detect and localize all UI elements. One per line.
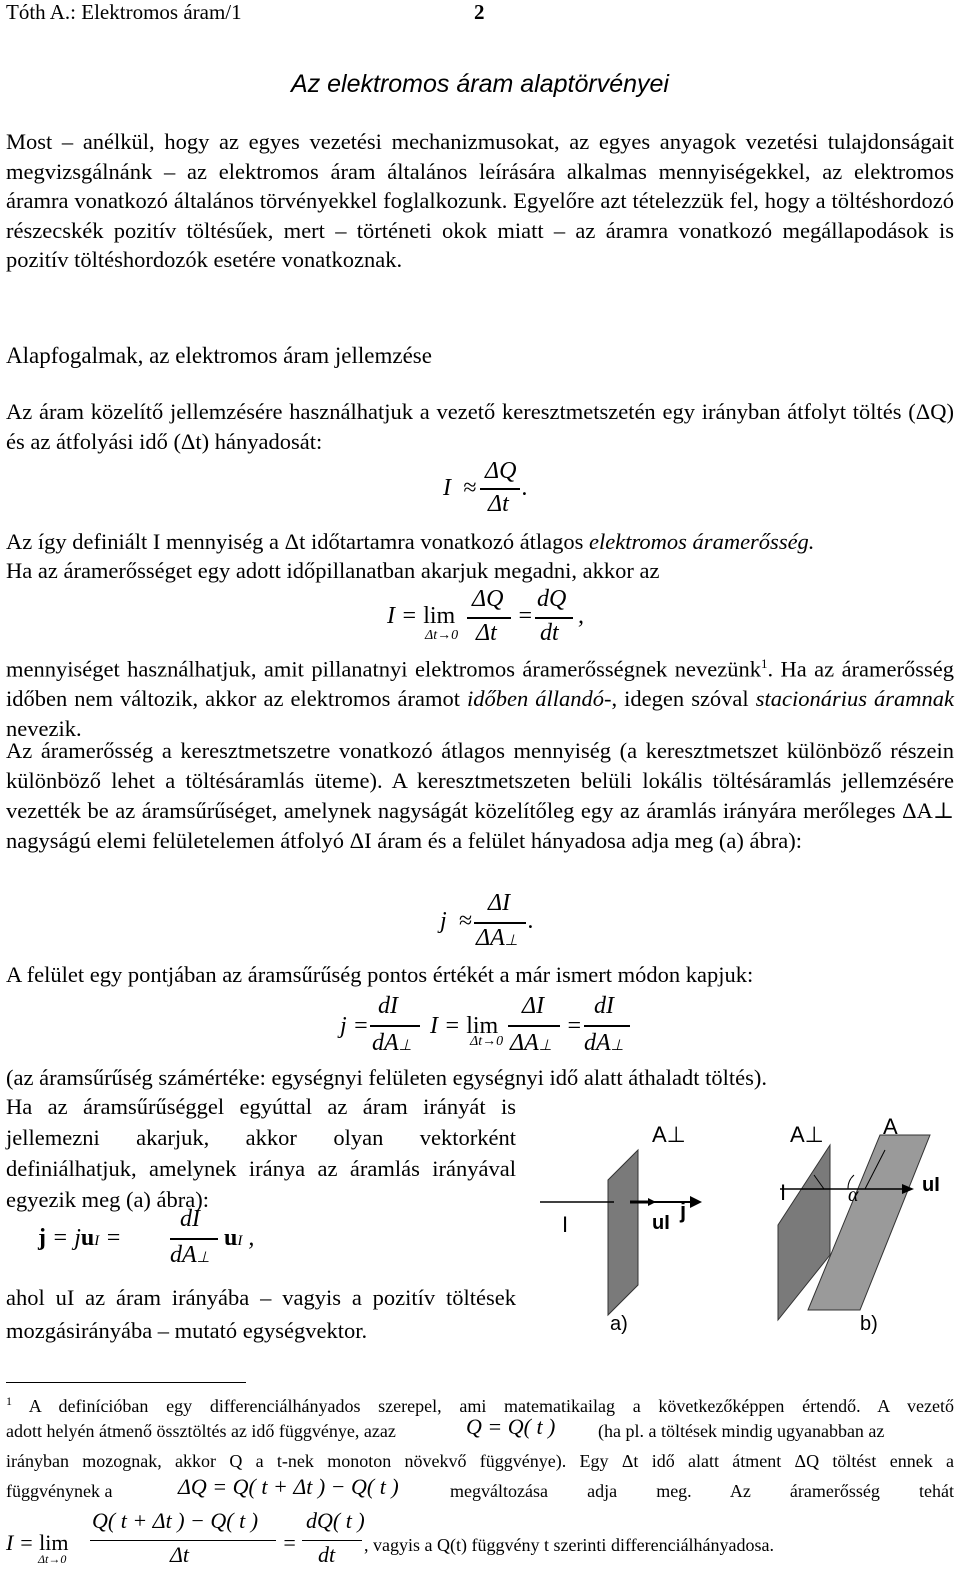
eq4-num1: dI: [378, 993, 398, 1019]
eq5-rhs: uI ,: [224, 1225, 255, 1251]
footnote-l1: A definícióban egy differenciálhányados szerepel, ami matematikailag a következőképpen értendő. A vezető: [28, 1396, 954, 1416]
p7-text: (az áramsűrűség számértéke: egységnyi felületen egységnyi idő alatt áthaladt töltés).: [6, 1065, 767, 1090]
paragraph-7: [6, 1063, 954, 1093]
eq4-limit: Δt→0: [470, 1034, 504, 1049]
eq5-num: dI: [180, 1206, 200, 1232]
p5-text: Az áramerősség a keresztmetszetre vonatkozó átlagos mennyiség (a keresztmetszet különböző részein különböző lehet a töltésáramlás üteme). A keresztmetszeten belüli lokális töltésáramlás jellemzésére vezették be az áramsűrűséget, amelynek nagyságát közelítőleg egy az áramlás irányára merőleges ΔA⊥ nagyságú elemi felületelemen átfolyó ΔI áram és a felület hányadosa adja meg (a) ábra):: [6, 738, 954, 853]
p4-c: időben állandó-: [466, 686, 612, 711]
p6-text: A felület egy pontjában az áramsűrűség pontos értékét a már ismert módon kapjuk:: [6, 962, 754, 987]
footnote-ref: 1: [760, 656, 768, 671]
footnote-separator: [6, 1382, 246, 1383]
footnote-eq-dQ: ΔQ = Q( t + Δt ) − Q( t ): [178, 1474, 399, 1499]
paragraph-8: [6, 1091, 516, 1215]
figure-label-b: b): [860, 1313, 878, 1335]
paragraph-2: [6, 527, 954, 557]
footnote-mark: 1: [6, 1394, 12, 1408]
page-title: Az elektromos áram alaptörvényei: [291, 70, 669, 98]
label-a-perp-a: [652, 1122, 686, 1148]
eq1-lhs: I ≈: [443, 475, 477, 501]
eq2-bar2: [535, 617, 573, 619]
eq4-num3: dI: [594, 993, 614, 1019]
footnote-line-2a: adott helyén átmenő össztöltés az idő függvénye, azaz: [6, 1421, 396, 1441]
footnote-eq-num2: dQ( t ): [306, 1508, 365, 1533]
paragraph-5: [6, 736, 954, 856]
p2-main: Az így definiált I mennyiség a Δt időtartamra vonatkozó átlagos: [6, 529, 590, 554]
eq4-bar3: [584, 1025, 630, 1027]
label-alpha-b: α: [848, 1184, 859, 1206]
page-number: 2: [474, 0, 485, 24]
p9-text: ahol uI az áram irányába – vagyis a pozitív töltések mozgásirányába – mutató egységvektor.: [6, 1285, 516, 1343]
eq4-den3: dA⊥: [584, 1030, 624, 1056]
eq2-bar1: [467, 617, 511, 619]
footnote-line-4a: függvénynek a: [6, 1481, 113, 1501]
eq2-comma: ,: [578, 603, 584, 629]
eq4-bar2: [508, 1025, 560, 1027]
section-heading: Alapfogalmak, az elektromos áram jellemzése: [6, 343, 432, 368]
a-perp-text-a: A⊥: [652, 1122, 686, 1147]
eq1-dot: .: [522, 475, 528, 501]
intro-paragraph: [6, 127, 954, 275]
eq2-lhs: I = lim: [387, 603, 456, 629]
footnote-line-5: , vagyis a Q(t) függvény t szerinti differenciálhányadosa.: [364, 1535, 775, 1555]
paragraph-9: [6, 1281, 516, 1347]
eq5-den: dA⊥: [170, 1242, 210, 1268]
label-j-a: j: [680, 1198, 687, 1223]
eq4-mid: I = lim: [430, 1013, 499, 1039]
eq4-num2: ΔI: [522, 993, 545, 1019]
eq3-dot: .: [528, 908, 534, 934]
p4-a: mennyiséget használhatjuk, amit pillanatnyi elektromos áramerősségnek nevezünk: [6, 656, 761, 682]
label-a-b: A: [883, 1114, 898, 1139]
eq4-bar1: [370, 1025, 420, 1027]
label-i-a: I: [562, 1212, 569, 1237]
eq2-eq: =: [517, 603, 534, 629]
p8-text: Ha az áramsűrűséggel egyúttal az áram irányát is jellemezni akarjuk, akkor olyan vektorként definiálhatjuk, amelynek iránya az áramlás irányával egyezik meg (a) ábra):: [6, 1094, 516, 1212]
label-a-perp-b: [790, 1122, 824, 1148]
footnote-eq-eq: =: [282, 1530, 297, 1555]
footnote-eq-Q: Q = Q( t ): [466, 1414, 556, 1439]
footnote-eq-num1: Q( t + Δt ) − Q( t ): [92, 1508, 259, 1533]
footnote-line-2b: (ha pl. a töltések mindig ugyanabban az: [598, 1421, 885, 1441]
running-title: Tóth A.: Elektromos áram/1: [6, 0, 242, 24]
eq4-lhs: j =: [340, 1013, 369, 1039]
eq4-eq: =: [566, 1013, 583, 1039]
eq3-lhs: j ≈: [440, 908, 472, 934]
eq2-den2: dt: [540, 620, 559, 646]
unit-arrowhead-a: [648, 1198, 656, 1206]
p2-text: [6, 527, 954, 557]
eq1-bar: [480, 488, 520, 490]
paragraph-4: [6, 649, 954, 743]
eq4-den1: dA⊥: [372, 1030, 412, 1056]
eq3-bar: [474, 922, 526, 924]
eq5-lhs: j = juI =: [38, 1225, 122, 1251]
eq1-num: ΔQ: [485, 458, 517, 484]
paragraph-6: [6, 960, 954, 990]
p2-term: elektromos áramerősség.: [589, 529, 815, 554]
figure-label-a: a): [610, 1313, 628, 1335]
p4-e: stacionárius áramnak: [755, 686, 955, 711]
eq2-limit: Δt→0: [425, 628, 459, 643]
footnote-eq-I: I = lim: [6, 1530, 69, 1555]
p4-text: [6, 649, 954, 743]
footnote-eq-limit: Δt→0: [38, 1552, 67, 1566]
eq3-den: ΔA⊥: [476, 925, 518, 951]
eq2-den1: Δt: [476, 620, 497, 646]
current-density-figure: [530, 1105, 960, 1345]
eq4-den2: ΔA⊥: [510, 1030, 552, 1056]
footnote-eq-den2: dt: [318, 1542, 336, 1567]
p1-text: Az áram közelítő jellemzésére használhatjuk a vezető keresztmetszetén egy irányban átfolyt töltés (ΔQ) és az átfolyási idő (Δt) hányadosát:: [6, 399, 954, 454]
label-uI-b: uI: [922, 1174, 940, 1196]
a-perp-text-b: A⊥: [790, 1122, 824, 1147]
eq2-num2: dQ: [537, 586, 567, 612]
label-i-b: I: [780, 1180, 787, 1205]
arrowhead-a: [690, 1196, 702, 1208]
label-uI-a: uI: [652, 1212, 670, 1234]
footnote-line-3: irányban mozognak, akkor Q a t-nek monoton növekvő függvénye). Egy Δt idő alatt átment ΔQ töltést ennek a: [6, 1451, 954, 1471]
eq5-bar: [170, 1238, 218, 1240]
p4-f: nevezik.: [6, 715, 82, 741]
eq2-num1: ΔQ: [472, 586, 504, 612]
footnote-line-4b: megváltozása adja meg. Az áramerősség tehát: [450, 1481, 954, 1501]
eq3-num: ΔI: [488, 890, 511, 916]
footnote-eq-bar2: [302, 1540, 362, 1541]
eq1-den: Δt: [488, 491, 509, 517]
p4-b: . Ha az áramerősség időben nem változik, akkor az elektromos áramot: [6, 656, 955, 711]
paragraph-1: [6, 397, 954, 456]
footnote-eq-bar1: [90, 1540, 276, 1541]
p3-text: Ha az áramerősséget egy adott időpillanatban akarjuk megadni, akkor az: [6, 558, 660, 583]
surface-element-a: [608, 1150, 638, 1315]
paragraph-3: [6, 556, 954, 586]
intro-text: Most – anélkül, hogy az egyes vezetési mechanizmusokat, az egyes anyagok vezetési tulajdonságait megvizsgálnánk – az elektromos áram általános leírására alkalmas mennyiségekkel, az elektromos áramra vonatkozó általános törvényekkel foglalkozunk. Egyelőre azt tételezzük fel, hogy a töltéshordozó részecskék pozitív töltésűek, mert – történeti okok miatt – az áramra vonatkozó megállapodások is pozitív töltéshordozók esetére vonatkoznak.: [6, 129, 954, 272]
footnote-eq-den1: Δt: [170, 1542, 190, 1567]
p4-d: , idegen szóval: [611, 686, 756, 711]
